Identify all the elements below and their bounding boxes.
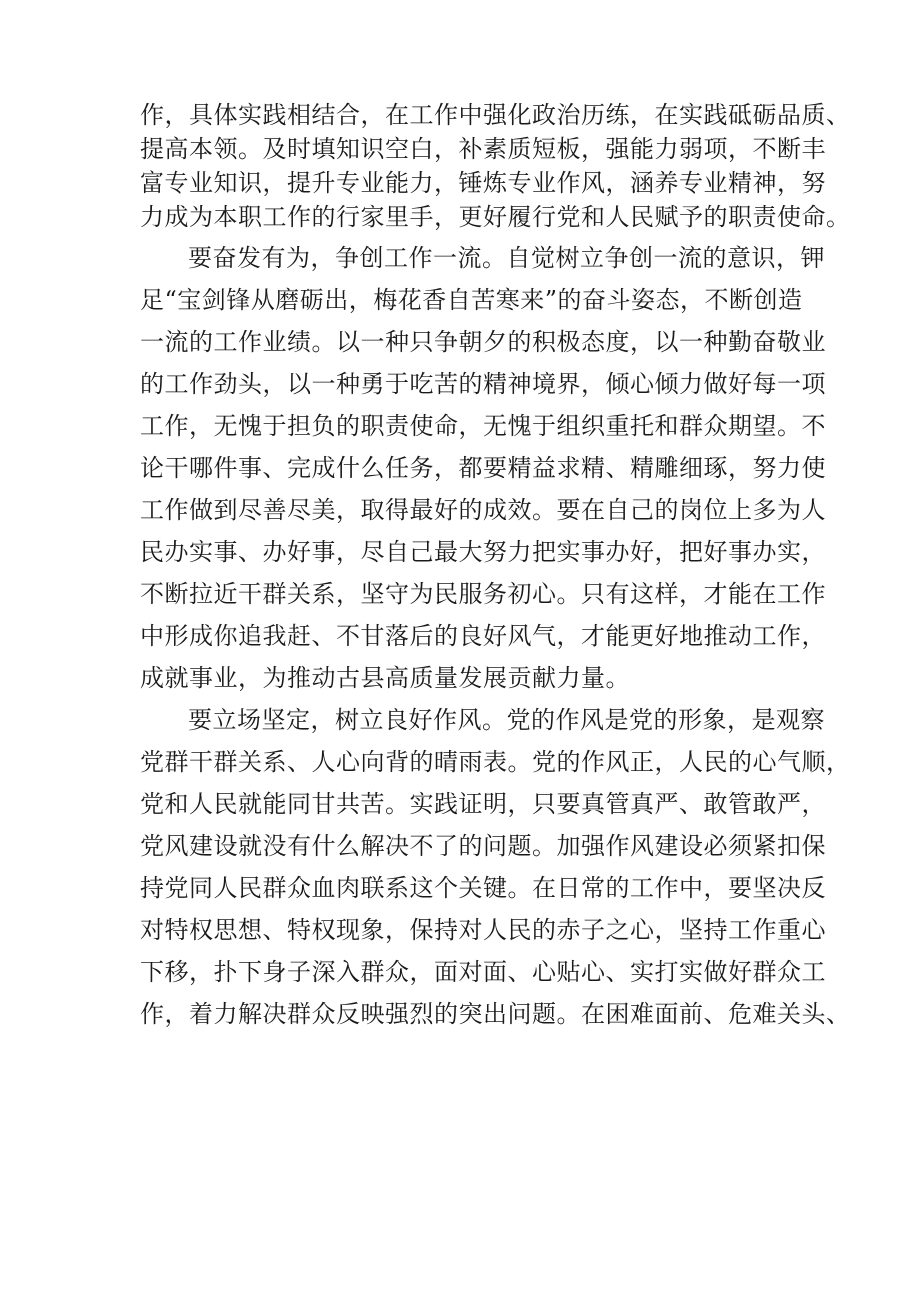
- text-line: 提高本领。及时填知识空白，补素质短板，强能力弱项，不断丰: [140, 135, 826, 163]
- text-line: 作，着力解决群众反映强烈的突出问题。在困难面前、危难关头、: [140, 1000, 851, 1028]
- text-line: 中形成你追我赶、不甘落后的良好风气，才能更好地推动工作，: [140, 622, 826, 650]
- text-line: 党和人民就能同甘共苦。实践证明，只要真管真严、敢管敢严，: [140, 790, 826, 818]
- text-line: 论干哪件事、完成什么任务，都要精益求精、精雕细琢，努力使: [140, 454, 826, 482]
- text-line: 作，具体实践相结合，在工作中强化政治历练，在实践砥砺品质、: [140, 101, 851, 129]
- text-line: 工作，无愧于担负的职责使命，无愧于组织重托和群众期望。不: [140, 412, 826, 440]
- text-line: 党群干群关系、人心向背的晴雨表。党的作风正，人民的心气顺，: [140, 748, 851, 776]
- text-line: 对特权思想、特权现象，保持对人民的赤子之心，坚持工作重心: [140, 916, 826, 944]
- text-line: 不断拉近干群关系，坚守为民服务初心。只有这样，才能在工作: [140, 580, 826, 608]
- text-line: 下移，扑下身子深入群众，面对面、心贴心、实打实做好群众工: [140, 958, 826, 986]
- text-line: 力成为本职工作的行家里手，更好履行党和人民赋予的职责使命。: [140, 203, 851, 231]
- text-line: 党风建设就没有什么解决不了的问题。加强作风建设必须紧扣保: [140, 832, 826, 860]
- text-line: 一流的工作业绩。以一种只争朝夕的积极态度，以一种勤奋敬业: [140, 328, 826, 356]
- text-line: 民办实事、办好事，尽自己最大努力把实事办好，把好事办实，: [140, 538, 826, 566]
- text-line: 成就事业，为推动古县高质量发展贡献力量。: [140, 664, 630, 692]
- paragraph-start-line: 要立场坚定，树立良好作风。党的作风是党的形象，是观察: [188, 706, 825, 734]
- text-line: 持党同人民群众血肉联系这个关键。在日常的工作中，要坚决反: [140, 874, 826, 902]
- text-line: 工作做到尽善尽美，取得最好的成效。要在自己的岗位上多为人: [140, 496, 826, 524]
- paragraph-start-line: 要奋发有为，争创工作一流。自觉树立争创一流的意识，钾: [188, 244, 825, 272]
- text-line: 足“宝剑锋从磨砺出，梅花香自苦寒来”的奋斗姿态，不断创造: [140, 286, 803, 314]
- text-line: 的工作劲头，以一种勇于吃苦的精神境界，倾心倾力做好每一项: [140, 370, 826, 398]
- text-line: 富专业知识，提升专业能力，锤炼专业作风，涵养专业精神，努: [140, 169, 826, 197]
